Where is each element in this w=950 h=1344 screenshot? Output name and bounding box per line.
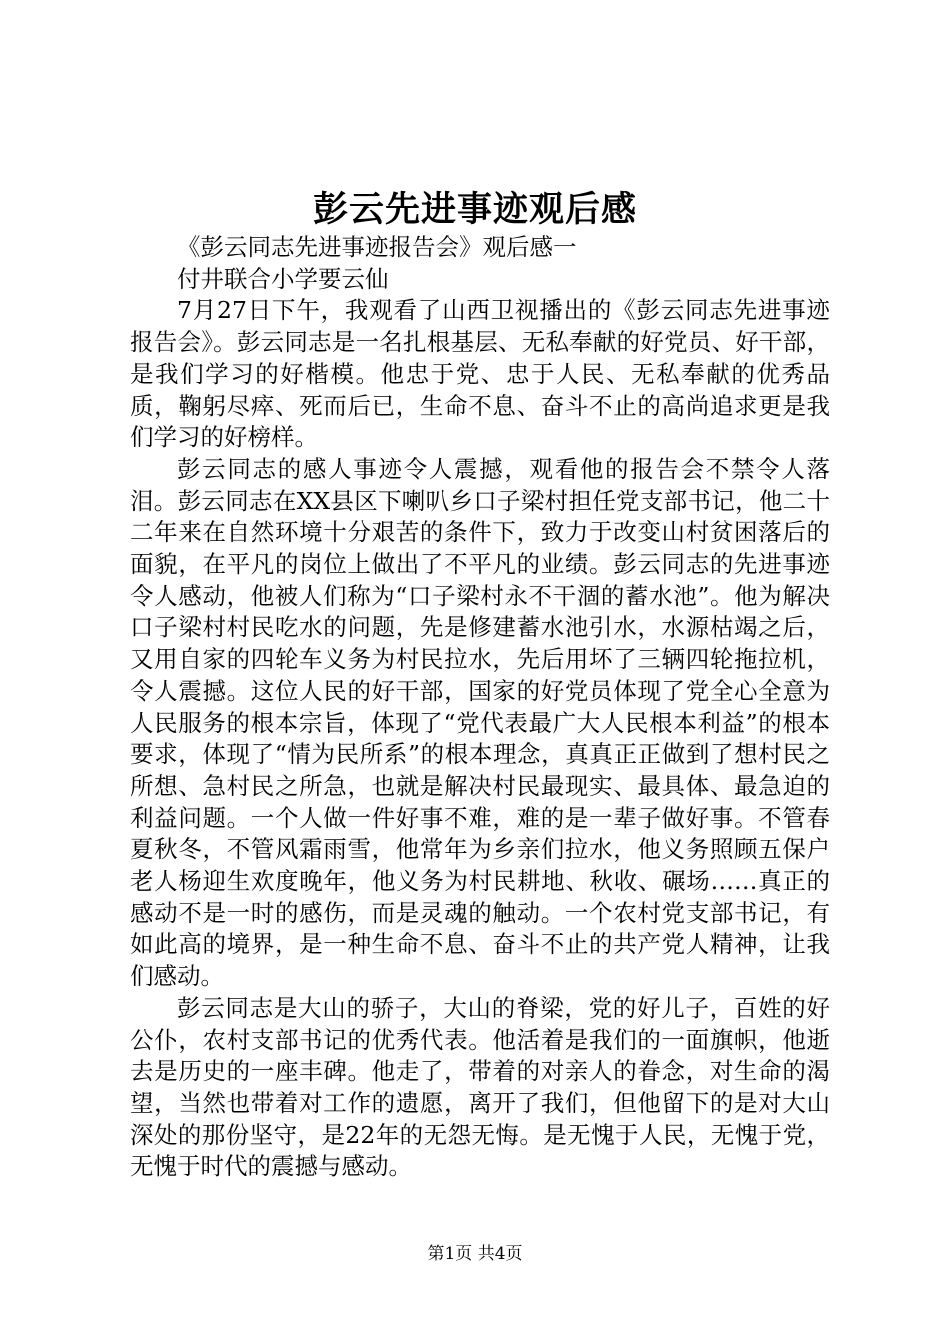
page-footer: 第1页 共4页	[427, 1244, 523, 1264]
body-paragraph-2: 彭云同志的感人事迹令人震撼，观看他的报告会不禁令人落泪。彭云同志在XX县区下喇叭乡口子梁村担任党支部书记，他二十二年来在自然环境十分艰苦的条件下，致力于改变山村贫困落后的面貌，在平凡的岗位上做出了不平凡的业绩。彭云同志的先进事迹令人感动，他被人们称为“口子梁村永不干涸的蓄水池”。他为解决口子梁村村民吃水的问题，先是修建蓄水池引水，水源枯竭之后，又用自家的四轮车义务为村民拉水，先后用坏了三辆四轮拖拉机，令人震撼。这位人民的好干部，国家的好党员体现了党全心全意为人民服务的根本宗旨，体现了“党代表最广大人民根本利益”的根本要求，体现了“情为民所系”的根本理念，真真正正做到了想村民之所想、急村民之所急，也就是解决村民最现实、最具体、最急迫的利益问题。一个人做一件好事不难，难的是一辈子做好事。不管春夏秋冬，不管风霜雨雪，他常年为乡亲们拉水，他义务照顾五保户老人杨迎生欢度晚年，他义务为村民耕地、秋收、碾场……真正的感动不是一时的感伤，而是灵魂的触动。一个农村党支部书记，有如此高的境界，是一种生命不息、奋斗不止的共产党人精神，让我们感动。	[130, 454, 830, 991]
document-body	[130, 232, 830, 1183]
body-paragraph-1: 7月27日下午，我观看了山西卫视播出的《彭云同志先进事迹报告会》。彭云同志是一名扎根基层、无私奉献的好党员、好干部，是我们学习的好楷模。他忠于党、忠于人民、无私奉献的优秀品质，鞠躬尽瘁、死而后已，生命不息、奋斗不止的高尚追求更是我们学习的好榜样。	[130, 296, 830, 452]
document-author: 付井联合小学要云仙	[177, 264, 389, 293]
document-title: 彭云先进事迹观后感	[312, 189, 637, 230]
document-subtitle: 《彭云同志先进事迹报告会》观后感一	[177, 233, 577, 261]
body-paragraph-3: 彭云同志是大山的骄子，大山的脊梁，党的好儿子，百姓的好公仆，农村支部书记的优秀代表。他活着是我们的一面旗帜，他逝去是历史的一座丰碑。他走了，带着的对亲人的眷念，对生命的渴望，当然也带着对工作的遗愿，离开了我们，但他留下的是对大山深处的那份坚守，是22年的无怨无悔。是无愧于人民，无愧于党，无愧于时代的震撼与感动。	[130, 993, 830, 1181]
